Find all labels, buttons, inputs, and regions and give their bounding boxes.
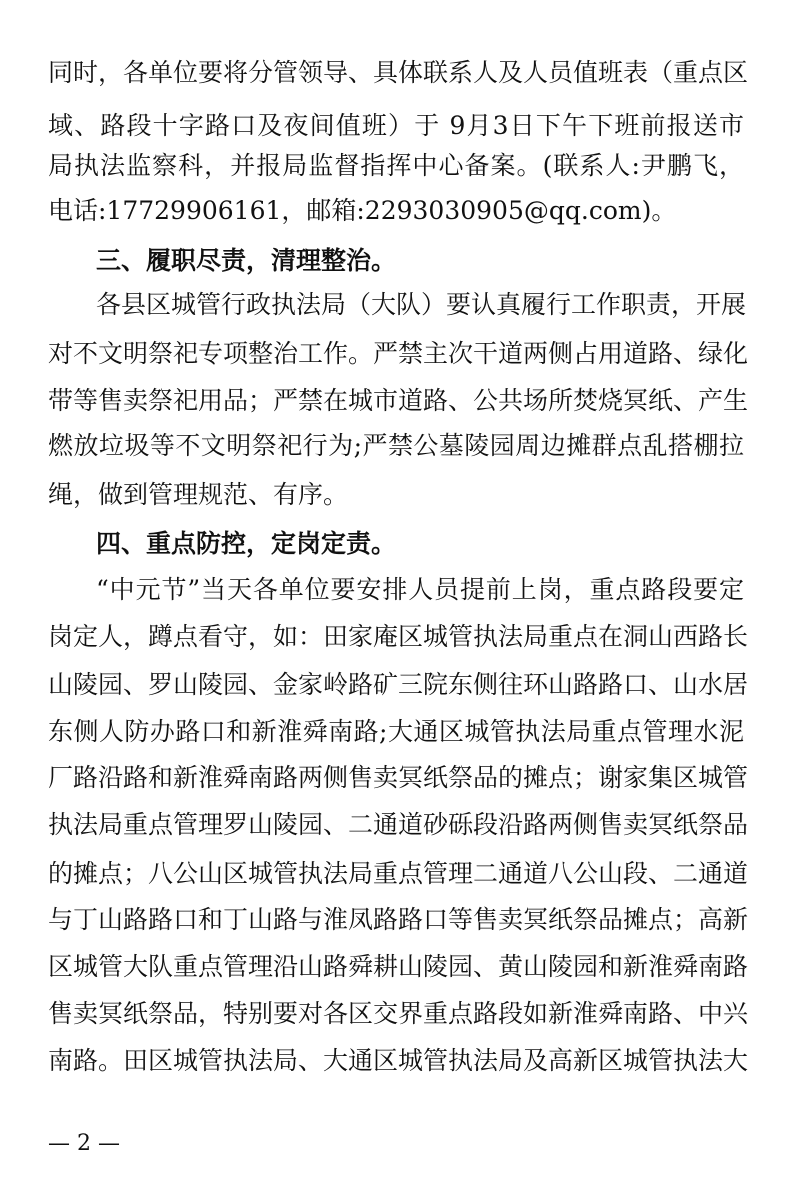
text-line: 执法局重点管理罗山陵园、二通道砂砾段沿路两侧售卖冥纸祭品	[48, 810, 749, 839]
text-line: 对不文明祭祀专项整治工作。严禁主次干道两侧占用道路、绿化	[48, 339, 749, 368]
text-line: 域、路段十字路口及夜间值班）于 9月3日下午下班前报送市	[48, 111, 744, 140]
text-line: 东侧人防办路口和新淮舜南路;大通区城管执法局重点管理水泥	[48, 717, 744, 746]
text-line: “中元节”当天各单位要安排人员提前上岗，重点路段要定	[96, 575, 744, 604]
section-heading: 三、履职尽责，清理整治。	[96, 246, 397, 275]
text-line: 的摊点；八公山区城管执法局重点管理二通道八公山段、二通道	[48, 859, 749, 888]
text-line: 与丁山路路口和丁山路与淮凤路路口等售卖冥纸祭品摊点；高新	[48, 905, 749, 934]
text-line: 南路。田区城管执法局、大通区城管执法局及高新区城管执法大	[48, 1046, 749, 1075]
page-number: — 2 —	[48, 1131, 120, 1156]
section-heading: 四、重点防控，定岗定责。	[96, 529, 397, 558]
text-line: 同时，各单位要将分管领导、具体联系人及人员值班表（重点区	[48, 58, 749, 87]
text-line: 燃放垃圾等不文明祭祀行为;严禁公墓陵园周边摊群点乱搭棚拉	[48, 431, 744, 460]
text-line: 电话:17729906161，邮箱:2293030905@qq.com)。	[48, 196, 677, 225]
text-line: 带等售卖祭祀用品；严禁在城市道路、公共场所焚烧冥纸、产生	[48, 386, 749, 415]
text-line: 区城管大队重点管理沿山路舜耕山陵园、黄山陵园和新淮舜南路	[48, 952, 749, 981]
text-line: 各县区城管行政执法局（大队）要认真履行工作职责，开展	[96, 290, 747, 319]
text-line: 绳，做到管理规范、有序。	[48, 480, 349, 509]
text-line: 岗定人，蹲点看守，如：田家庵区城管执法局重点在洞山西路长	[48, 622, 749, 651]
text-line: 局执法监察科，并报局监督指挥中心备案。(联系人:尹鹏飞，	[48, 151, 744, 180]
text-line: 售卖冥纸祭品，特别要对各区交界重点路段如新淮舜南路、中兴	[48, 999, 749, 1028]
text-line: 山陵园、罗山陵园、金家岭路矿三院东侧往环山路路口、山水居	[48, 670, 749, 699]
text-line: 厂路沿路和新淮舜南路两侧售卖冥纸祭品的摊点；谢家集区城管	[48, 763, 749, 792]
